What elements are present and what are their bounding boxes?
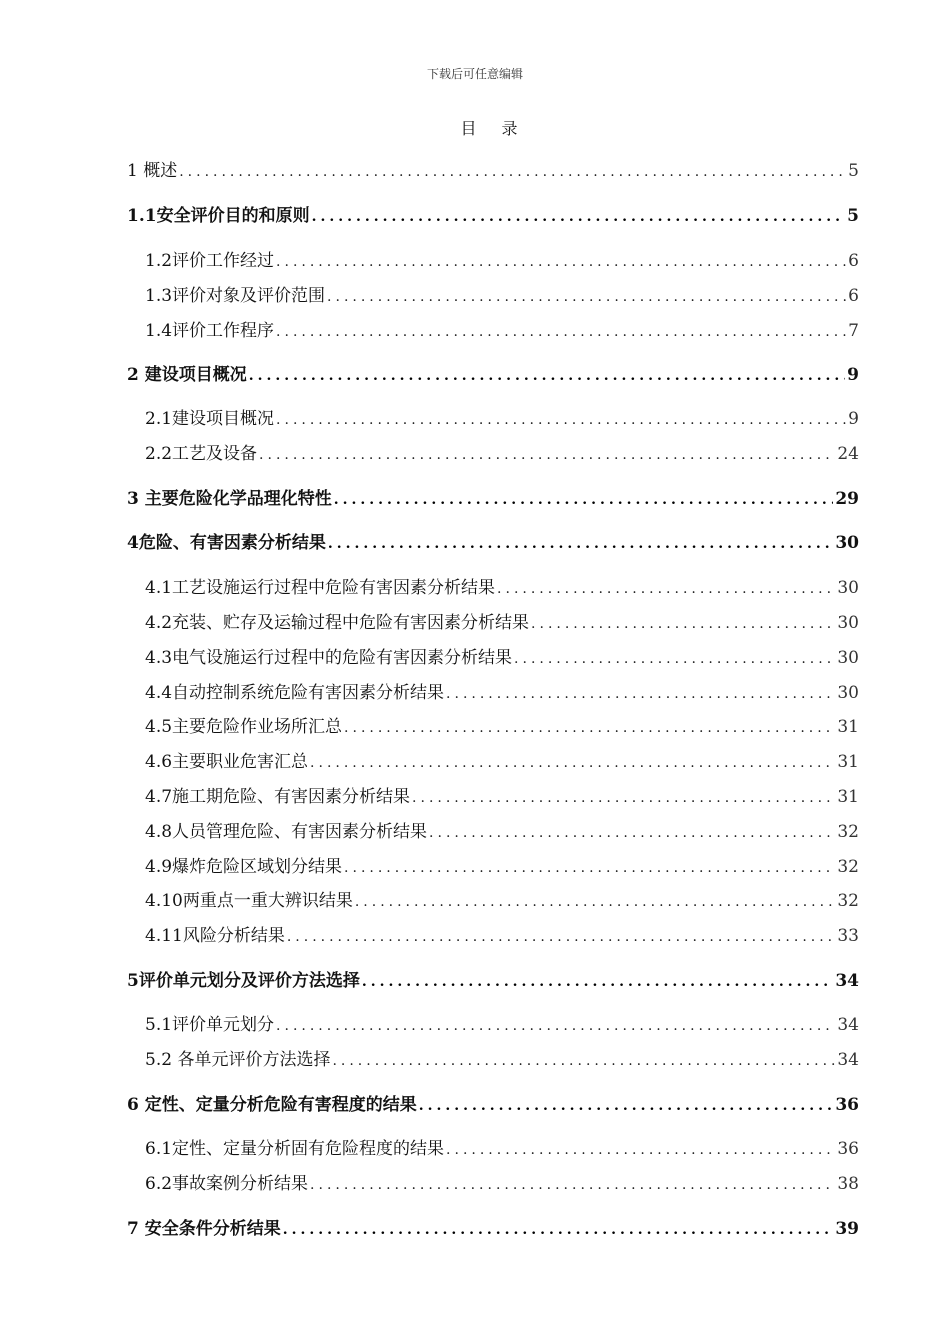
toc-leader-dots	[334, 487, 834, 513]
toc-entry[interactable]	[145, 923, 859, 949]
toc-entry-label: 2.1建设项目概况	[145, 409, 275, 429]
toc-leader-dots	[332, 1048, 835, 1074]
toc-entry-page: 33	[837, 926, 859, 946]
toc-entry-label: 4.10两重点一重大辨识结果	[145, 891, 353, 911]
toc-entry[interactable]	[145, 575, 859, 601]
toc-entry-page: 32	[837, 857, 859, 877]
toc-leader-dots	[497, 576, 835, 602]
toc-leader-dots	[310, 1172, 835, 1198]
toc-entry[interactable]	[127, 968, 859, 994]
toc-leader-dots	[446, 681, 835, 707]
toc-entry-label: 6 定性、定量分析危险有害程度的结果	[127, 1095, 417, 1115]
toc-entry[interactable]	[145, 441, 859, 467]
toc-leader-dots	[446, 1137, 835, 1163]
toc-entry[interactable]	[127, 362, 859, 388]
toc-leader-dots	[344, 855, 835, 881]
toc-entry-label: 4.7施工期危险、有害因素分析结果	[145, 787, 411, 807]
toc-entry-page: 30	[837, 683, 859, 703]
toc-entry-page: 9	[847, 365, 859, 385]
toc-entry-page: 30	[837, 613, 859, 633]
toc-entry-label: 5.1评价单元划分	[145, 1015, 275, 1035]
toc-entry-label: 4.5主要危险作业场所汇总	[145, 717, 343, 737]
toc-entry[interactable]	[145, 248, 859, 274]
toc-leader-dots	[179, 159, 846, 185]
toc-entry-label: 4.9爆炸危险区域划分结果	[145, 857, 343, 877]
toc-entry-page: 30	[835, 533, 859, 553]
toc-entry-page: 31	[837, 787, 859, 807]
toc-leader-dots	[531, 611, 835, 637]
toc-entry[interactable]	[127, 158, 859, 184]
toc-entry[interactable]	[127, 530, 859, 556]
toc-entry-page: 32	[837, 822, 859, 842]
toc-entry-page: 34	[837, 1050, 859, 1070]
toc-entry[interactable]	[145, 888, 859, 914]
toc-entry[interactable]	[127, 203, 859, 229]
toc-leader-dots	[429, 820, 835, 846]
toc-leader-dots	[327, 284, 846, 310]
toc-entry-label: 4.4自动控制系统危险有害因素分析结果	[145, 683, 445, 703]
toc-entry-label: 3 主要危险化学品理化特性	[127, 489, 332, 509]
toc-entry[interactable]	[145, 1136, 859, 1162]
toc-entry-page: 34	[837, 1015, 859, 1035]
toc-entry[interactable]	[127, 1092, 859, 1118]
toc-leader-dots	[276, 1013, 835, 1039]
toc-leader-dots	[276, 249, 846, 275]
toc-entry-page: 6	[848, 286, 859, 306]
toc-entry-page: 30	[837, 648, 859, 668]
toc-entry-page: 31	[837, 717, 859, 737]
toc-entry-page: 29	[835, 489, 859, 509]
toc-leader-dots	[419, 1093, 834, 1119]
toc-entry-page: 38	[837, 1174, 859, 1194]
toc-leader-dots	[344, 715, 835, 741]
toc-entry-label: 4.6主要职业危害汇总	[145, 752, 309, 772]
toc-leader-dots	[287, 924, 836, 950]
toc-entry[interactable]	[145, 283, 859, 309]
toc-entry-page: 32	[837, 891, 859, 911]
toc-entry[interactable]	[145, 819, 859, 845]
toc-entry[interactable]	[145, 784, 859, 810]
toc-leader-dots	[312, 204, 846, 230]
toc-leader-dots	[412, 785, 835, 811]
toc-entry-page: 31	[837, 752, 859, 772]
toc-leader-dots	[259, 442, 835, 468]
toc-entry-page: 7	[848, 321, 859, 341]
toc-leader-dots	[276, 407, 846, 433]
toc-entry-label: 6.1定性、定量分析固有危险程度的结果	[145, 1139, 445, 1159]
toc-entry-label: 7 安全条件分析结果	[127, 1219, 281, 1239]
toc-entry-page: 6	[848, 251, 859, 271]
toc-entry-page: 30	[837, 578, 859, 598]
toc-entry-page: 24	[837, 444, 859, 464]
toc-entry-label: 1 概述	[127, 161, 178, 181]
toc-entry[interactable]	[145, 1171, 859, 1197]
toc-leader-dots	[276, 319, 846, 345]
toc-entry[interactable]	[145, 1012, 859, 1038]
toc-entry-page: 34	[835, 971, 859, 991]
toc-entry[interactable]	[145, 854, 859, 880]
toc-entry-page: 39	[835, 1219, 859, 1239]
toc-leader-dots	[283, 1217, 834, 1243]
toc-entry-label: 5.2 各单元评价方法选择	[145, 1050, 331, 1070]
toc-entry[interactable]	[145, 749, 859, 775]
toc-entry[interactable]	[127, 1216, 859, 1242]
toc-leader-dots	[355, 889, 836, 915]
toc-entry[interactable]	[145, 714, 859, 740]
toc-entry-label: 1.1安全评价目的和原则	[127, 206, 310, 226]
toc-entry[interactable]	[145, 680, 859, 706]
toc-entry-page: 36	[835, 1095, 859, 1115]
toc-entry-label: 1.3评价对象及评价范围	[145, 286, 326, 306]
toc-leader-dots	[514, 646, 835, 672]
header-note: 下载后可任意编辑	[426, 67, 523, 81]
toc-entry[interactable]	[145, 610, 859, 636]
toc-title: 目 录	[460, 119, 528, 138]
toc-entry-label: 4危险、有害因素分析结果	[127, 533, 326, 553]
toc-entry-page: 5	[848, 161, 859, 181]
toc-entry-page: 9	[848, 409, 859, 429]
toc-entry-label: 4.3电气设施运行过程中的危险有害因素分析结果	[145, 648, 513, 668]
toc-entry[interactable]	[127, 486, 859, 512]
toc-entry-label: 4.11风险分析结果	[145, 926, 285, 946]
toc-leader-dots	[328, 531, 834, 557]
toc-entry-label: 6.2事故案例分析结果	[145, 1174, 309, 1194]
toc-entry-page: 5	[847, 206, 859, 226]
toc-entry-label: 1.2评价工作经过	[145, 251, 275, 271]
toc-leader-dots	[310, 750, 835, 776]
toc-entry-page: 36	[837, 1139, 859, 1159]
toc-entry-label: 2 建设项目概况	[127, 365, 247, 385]
toc-leader-dots	[249, 363, 845, 389]
toc-entry-label: 1.4评价工作程序	[145, 321, 275, 341]
toc-entry-label: 4.1工艺设施运行过程中危险有害因素分析结果	[145, 578, 496, 598]
toc-entry[interactable]	[145, 318, 859, 344]
toc-entry[interactable]	[145, 1047, 859, 1073]
toc-leader-dots	[362, 969, 834, 995]
toc-entry-label: 4.2充装、贮存及运输过程中危险有害因素分析结果	[145, 613, 530, 633]
toc-entry-label: 5评价单元划分及评价方法选择	[127, 971, 360, 991]
toc-entry-label: 4.8人员管理危险、有害因素分析结果	[145, 822, 428, 842]
toc-entry[interactable]	[145, 406, 859, 432]
toc-entry[interactable]	[145, 645, 859, 671]
toc-entry-label: 2.2工艺及设备	[145, 444, 258, 464]
